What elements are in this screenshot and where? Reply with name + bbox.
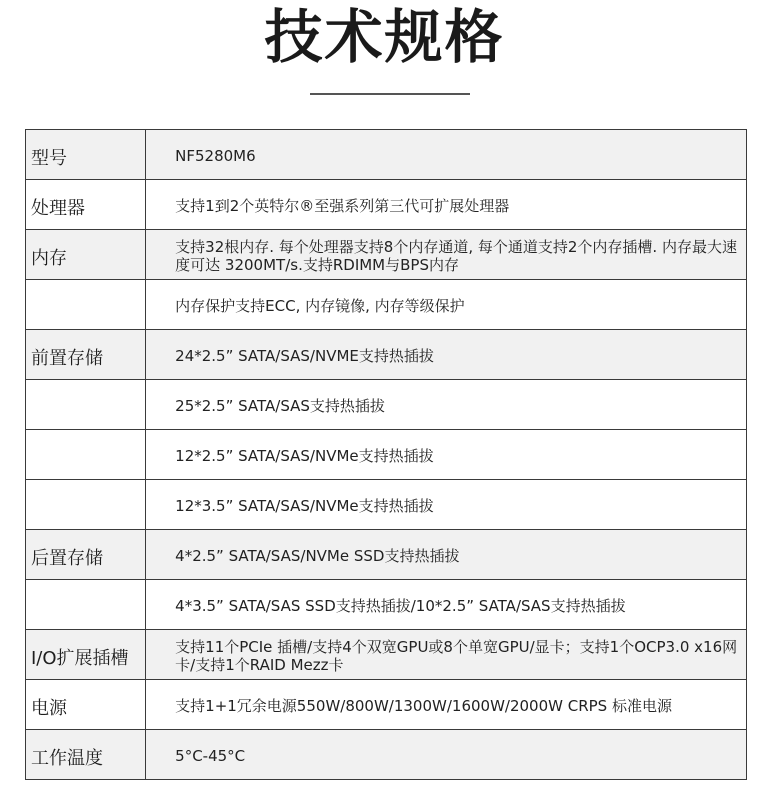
row-value: 12*3.5” SATA/SAS/NVMe支持热插拔 xyxy=(175,497,434,515)
row-label: 处理器 xyxy=(31,197,85,219)
table-row xyxy=(26,430,747,480)
label-cell xyxy=(26,730,146,780)
table-row xyxy=(26,680,747,730)
value-cell xyxy=(146,380,747,430)
table-row xyxy=(26,380,747,430)
row-label xyxy=(26,453,145,457)
value-cell xyxy=(146,680,747,730)
row-label: 后置存储 xyxy=(31,547,103,569)
label-cell xyxy=(26,130,146,180)
table-row xyxy=(26,130,747,180)
page-title: 技术规格 xyxy=(264,3,505,71)
row-label: 前置存储 xyxy=(31,347,103,369)
row-label: I/O扩展插槽 xyxy=(31,647,129,669)
row-label: 型号 xyxy=(31,147,67,169)
row-value: 12*2.5” SATA/SAS/NVMe支持热插拔 xyxy=(175,447,434,465)
row-value: 支持1+1冗余电源550W/800W/1300W/1600W/2000W CRPS 标准电源 xyxy=(175,697,672,715)
row-label: 工作温度 xyxy=(31,747,103,769)
table-row xyxy=(26,230,747,280)
table-row xyxy=(26,530,747,580)
row-value: 24*2.5” SATA/SAS/NVME支持热插拔 xyxy=(175,347,434,365)
label-cell xyxy=(26,430,146,480)
value-cell xyxy=(146,180,747,230)
value-cell xyxy=(146,130,747,180)
row-value: 25*2.5” SATA/SAS支持热插拔 xyxy=(175,397,385,415)
label-cell xyxy=(26,180,146,230)
row-label xyxy=(26,503,145,507)
table-row xyxy=(26,730,747,780)
table-row xyxy=(26,480,747,530)
value-cell xyxy=(146,430,747,480)
value-cell xyxy=(146,630,747,680)
row-value: 内存保护支持ECC, 内存镜像, 内存等级保护 xyxy=(175,297,465,315)
row-value: 4*3.5” SATA/SAS SSD支持热插拔/10*2.5” SATA/SAS支持热插拔 xyxy=(175,597,626,615)
row-value: 4*2.5” SATA/SAS/NVMe SSD支持热插拔 xyxy=(175,547,460,565)
label-cell xyxy=(26,380,146,430)
label-cell xyxy=(26,280,146,330)
row-label: 电源 xyxy=(31,697,67,719)
value-cell xyxy=(146,330,747,380)
label-cell xyxy=(26,630,146,680)
value-cell xyxy=(146,280,747,330)
table-row xyxy=(26,580,747,630)
row-value: 支持1到2个英特尔®至强系列第三代可扩展处理器 xyxy=(175,197,510,215)
table-row xyxy=(26,630,747,680)
row-value: 5°C-45°C xyxy=(175,747,246,765)
row-label xyxy=(26,403,145,407)
value-cell xyxy=(146,230,747,280)
row-label: 内存 xyxy=(31,247,67,269)
title-underline xyxy=(310,93,470,95)
spec-table xyxy=(25,129,747,780)
table-row xyxy=(26,330,747,380)
value-cell xyxy=(146,580,747,630)
label-cell xyxy=(26,580,146,630)
row-value: NF5280M6 xyxy=(175,147,256,165)
label-cell xyxy=(26,530,146,580)
label-cell xyxy=(26,230,146,280)
label-cell xyxy=(26,330,146,380)
label-cell xyxy=(26,480,146,530)
row-value: 支持11个PCIe 插槽/支持4个双宽GPU或8个单宽GPU/显卡；支持1个OCP3.0 x16网卡/支持1个RAID Mezz卡 xyxy=(175,638,738,674)
table-row xyxy=(26,280,747,330)
table-row xyxy=(26,180,747,230)
row-value: 支持32根内存. 每个处理器支持8个内存通道, 每个通道支持2个内存插槽. 内存最大速度可达 3200MT/s.支持RDIMM与BPS内存 xyxy=(175,238,737,274)
row-label xyxy=(26,303,145,307)
value-cell xyxy=(146,730,747,780)
value-cell xyxy=(146,480,747,530)
value-cell xyxy=(146,530,747,580)
label-cell xyxy=(26,680,146,730)
row-label xyxy=(26,603,145,607)
